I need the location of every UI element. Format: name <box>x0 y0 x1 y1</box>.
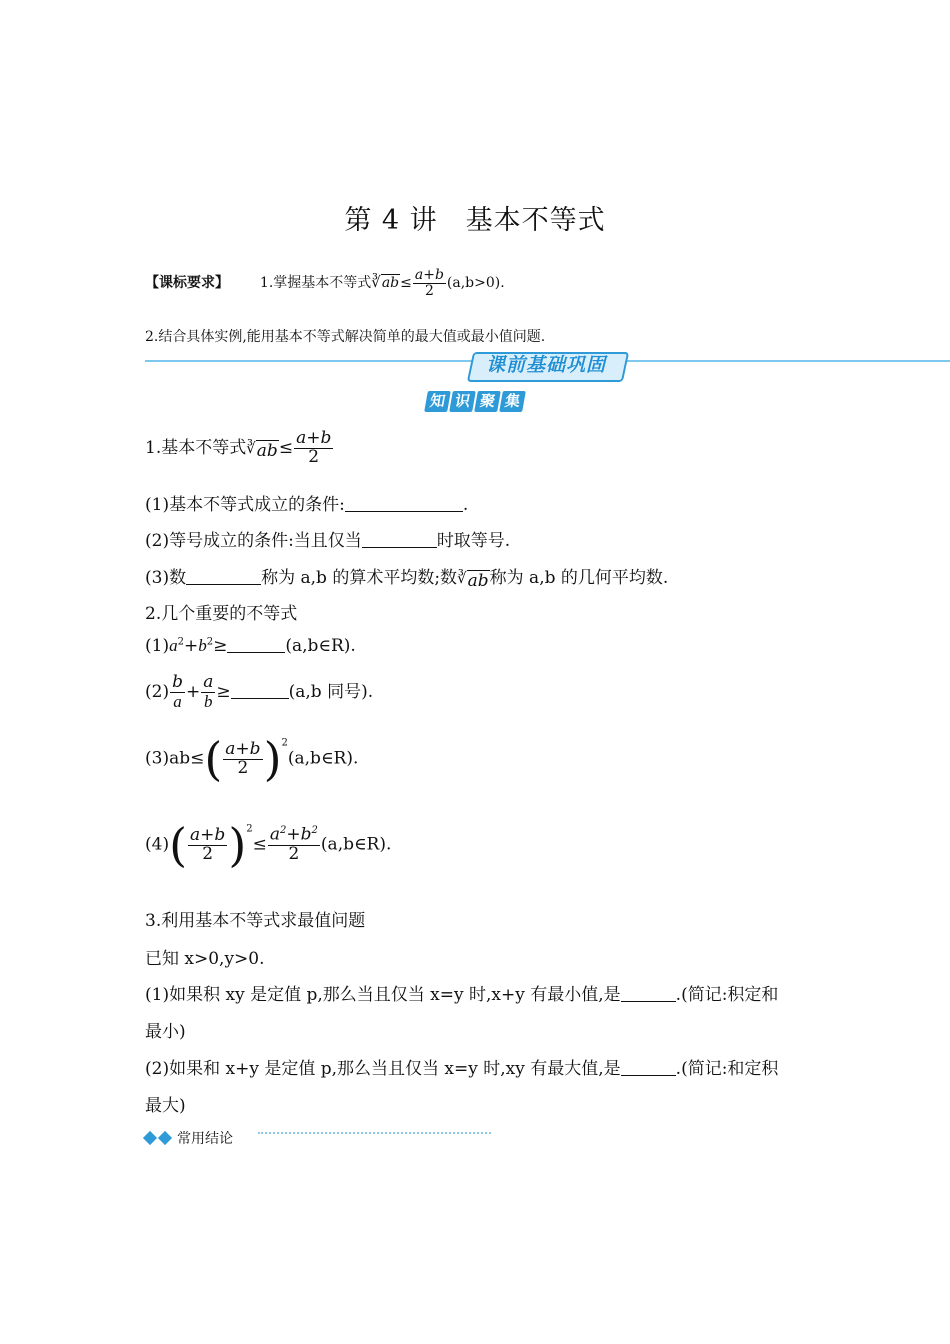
requirements-item2: 2.结合具体实例,能用基本不等式解决简单的最大值或最小值问题. <box>145 329 546 345</box>
inequality-4: (4)( $\frac{a+b}{2}$ )$^2$≤ $\frac{a^2+b^2}{2}$ (a,b∈R). <box>145 818 392 872</box>
section1-means: (3)数 称为 a,b 的算术平均数;数 ∛ ab 称为 a,b 的几何平均数. <box>145 568 669 591</box>
section-banner: 课前基础巩固 <box>485 354 606 376</box>
blank[interactable] <box>227 636 285 653</box>
blank[interactable] <box>186 568 261 585</box>
requirements-item1-prefix: 1.掌握基本不等式 <box>259 275 372 292</box>
inequality-1: $(1)a^2+b^2\ge$ (a,b∈R). <box>145 636 356 656</box>
knowledge-tag <box>426 391 524 412</box>
blank[interactable] <box>621 1059 676 1076</box>
section2-heading: 2.几个重要的不等式 <box>145 604 298 624</box>
section3-item1: (1)如果积 xy 是定值 p,那么当且仅当 x=y 时,x+y 有最小值,是 .(简记:积定和 <box>145 985 779 1005</box>
blank[interactable] <box>231 682 289 699</box>
radical-icon: ∛ <box>371 273 381 292</box>
blank[interactable] <box>621 985 676 1002</box>
diamond-icon <box>143 1131 157 1145</box>
sqrt-ab: ∛ ab <box>457 569 489 591</box>
tag-char: 集 <box>499 391 526 412</box>
section1-equality: (2)等号成立的条件:当且仅当 时取等号. <box>145 531 511 551</box>
radical-icon: ∛ <box>457 569 467 587</box>
section3-item2-cont: 最大) <box>145 1096 186 1116</box>
common-conclusions-heading: 常用结论 <box>145 1128 233 1148</box>
inequality-3: (3)ab≤( $\frac{a+b}{2}$ )$^2$(a,b∈R). <box>145 732 359 786</box>
section1-heading: 1.基本不等式 ∛ ab ≤ $\frac{a+b}{2}$ <box>145 428 332 467</box>
page-title: 第 4 讲 基本不等式 <box>344 205 606 236</box>
fraction-a-plus-b-over-2: $\frac{a+b}{2}$ <box>414 267 444 299</box>
fraction-a-plus-b-over-2: $\frac{a+b}{2}$ <box>296 428 332 467</box>
section1-condition: (1)基本不等式成立的条件: . <box>145 495 469 515</box>
blank[interactable] <box>345 495 463 512</box>
tag-char: 识 <box>449 391 476 412</box>
section3-heading: 3.利用基本不等式求最值问题 <box>145 911 366 931</box>
requirements-item1-suffix: (a,b>0). <box>446 275 505 292</box>
diamond-icon <box>158 1131 172 1145</box>
radical-icon: ∛ <box>246 438 256 457</box>
dotted-rule <box>258 1132 491 1134</box>
section3-item2: (2)如果和 x+y 是定值 p,那么当且仅当 x=y 时,xy 有最大值,是 .(简记:和定积 <box>145 1059 779 1079</box>
inequality-2: (2) $\frac{b}{a}$ + $\frac{a}{b}$ ≥ (a,b 同号). <box>145 672 374 711</box>
tag-char: 聚 <box>474 391 501 412</box>
sqrt-ab: ∛ ab <box>246 438 278 461</box>
requirements-label: 【课标要求】 <box>145 275 229 292</box>
requirements-line-1: 【课标要求】 1.掌握基本不等式 ∛ ab ≤ $\frac{a+b}{2}$ (a,b>0). <box>145 267 505 299</box>
section3-given: 已知 x>0,y>0. <box>145 949 265 969</box>
tag-char: 知 <box>424 391 451 412</box>
section3-item1-cont: 最小) <box>145 1022 186 1042</box>
sqrt-ab: ∛ ab <box>371 273 400 292</box>
blank[interactable] <box>362 531 437 548</box>
